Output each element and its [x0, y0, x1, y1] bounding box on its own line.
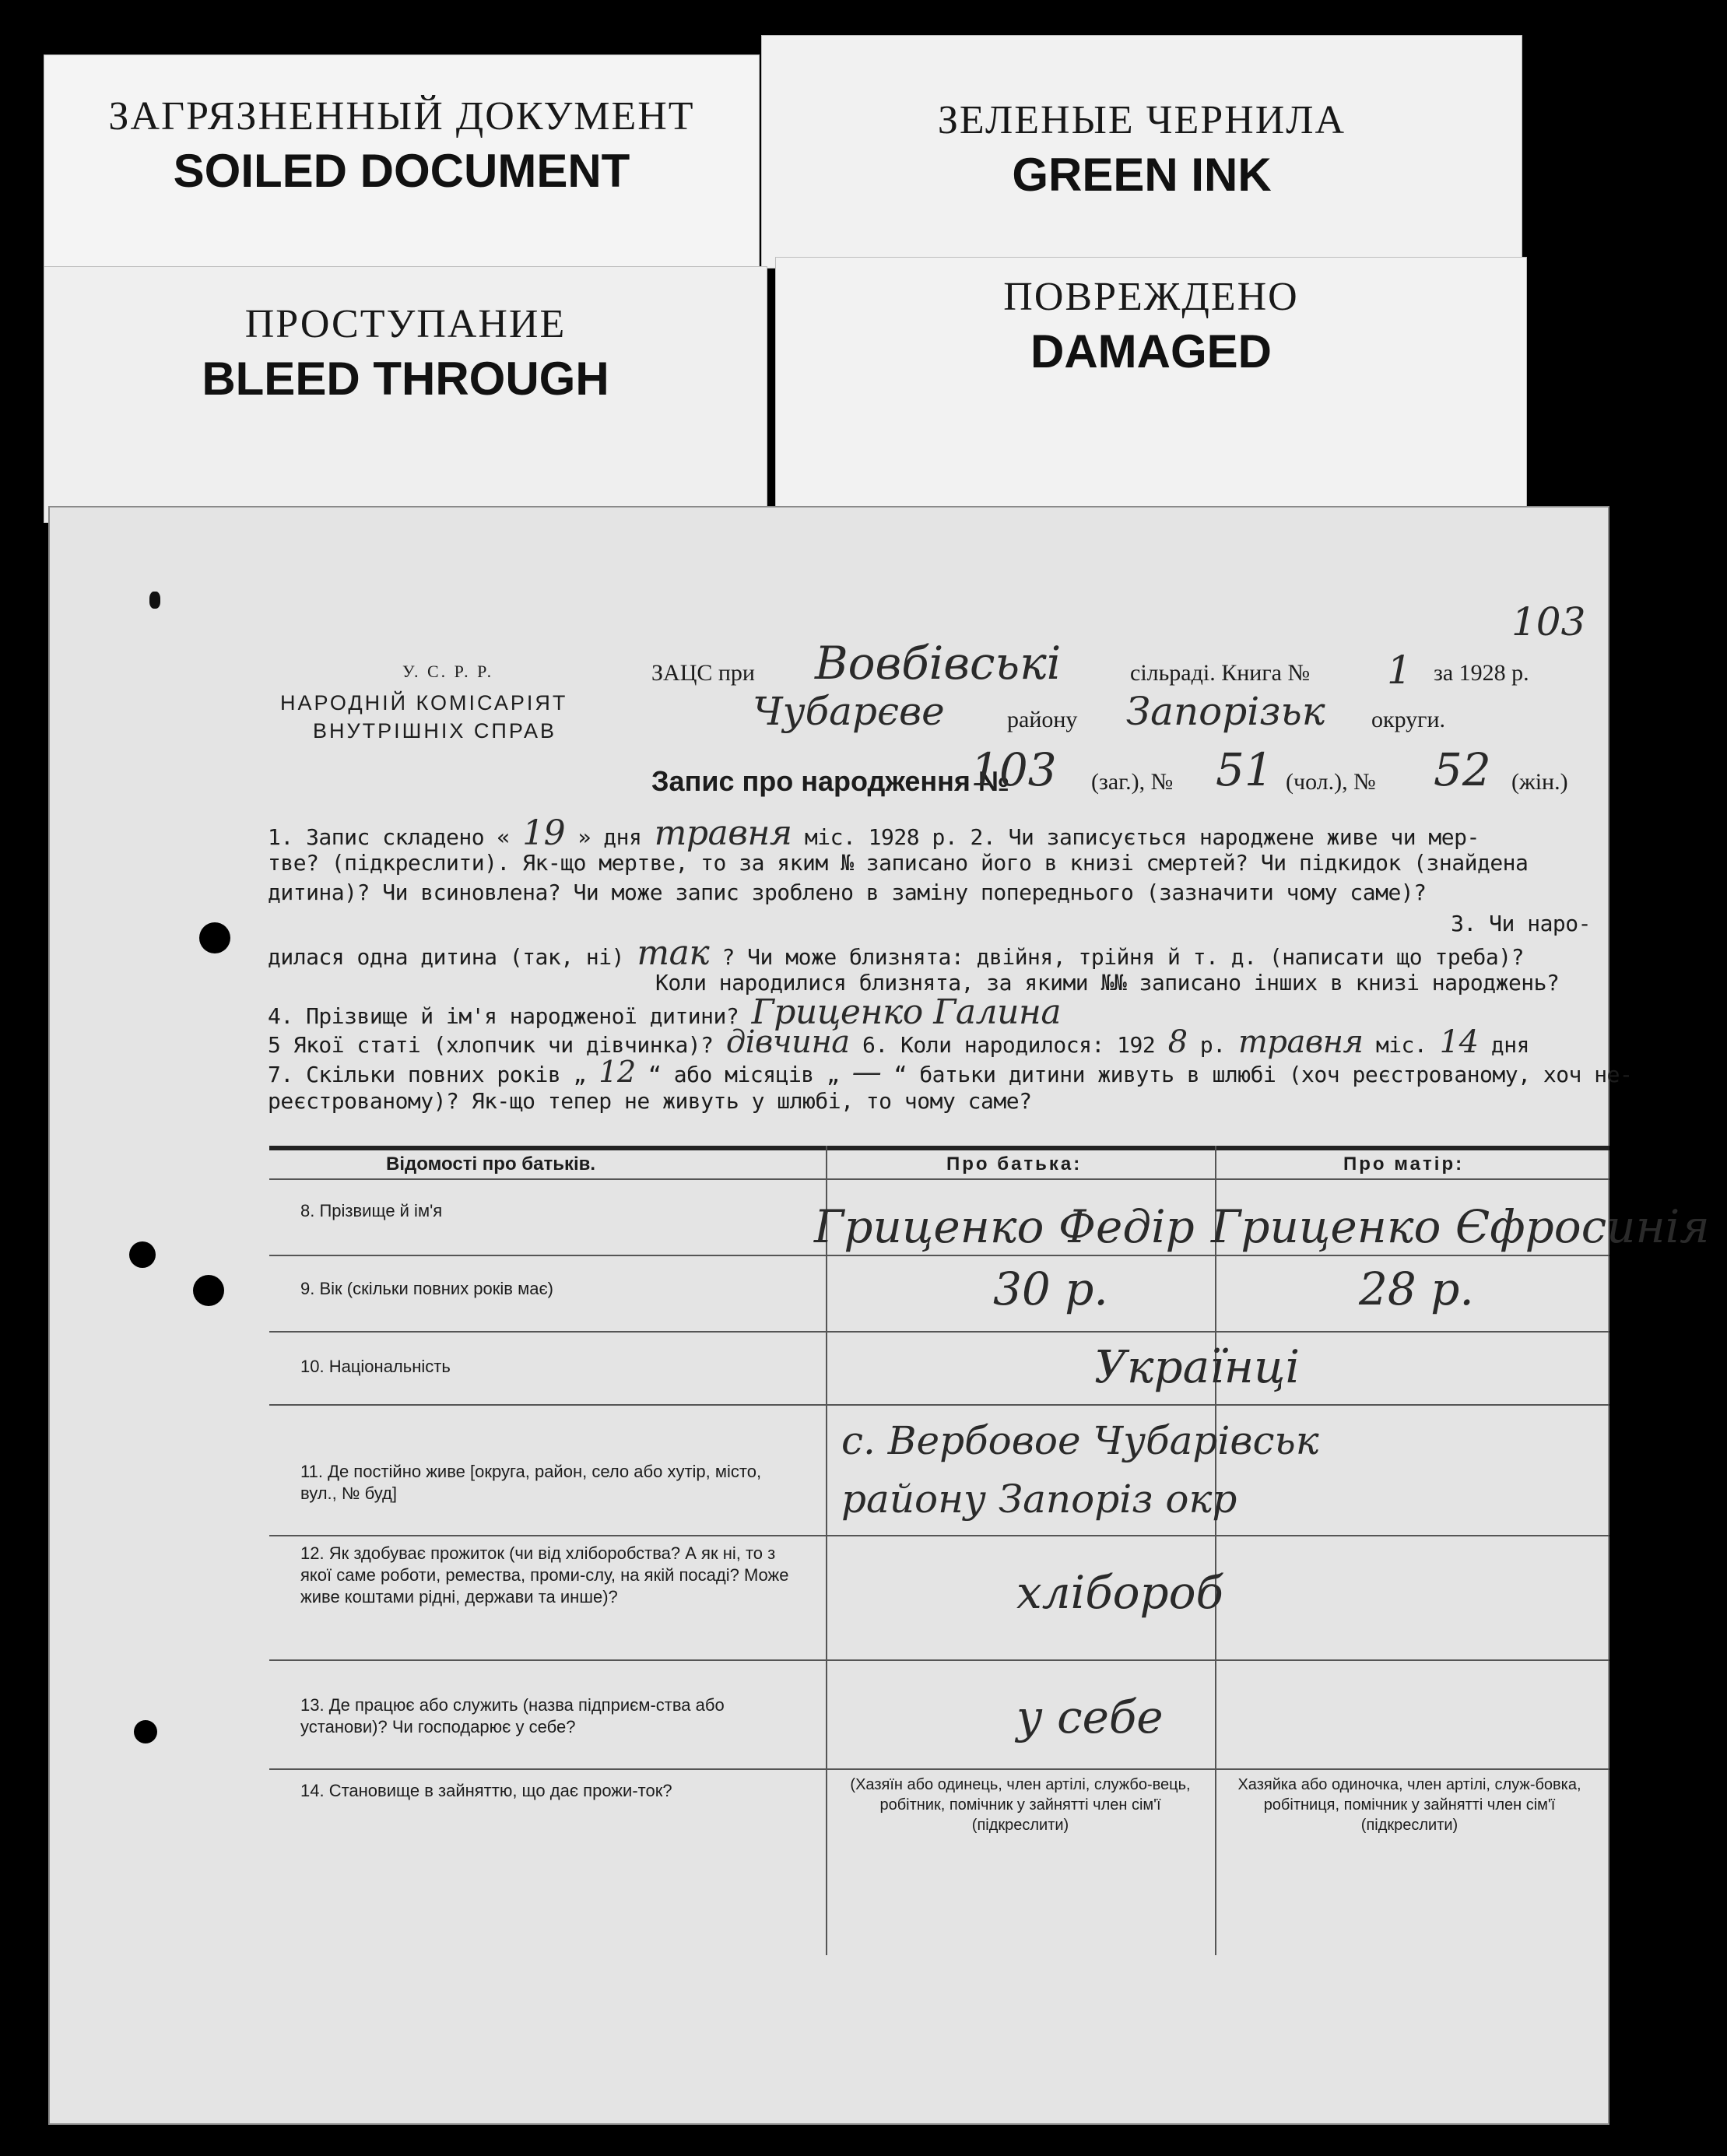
slip-en-text: BLEED THROUGH — [202, 353, 609, 405]
table-rule — [269, 1659, 1609, 1661]
raion-handwritten: Чубарєве — [753, 689, 945, 734]
q5-text: 5 Якої статі (хлопчик чи дівчинка)? — [268, 1032, 714, 1058]
internal-affairs-label: ВНУТРІШНІХ СПРАВ — [313, 719, 557, 743]
punch-hole — [129, 1241, 156, 1268]
q6-text-a: 6. Коли народилося: 192 — [862, 1032, 1156, 1058]
workplace-handwritten: у себе — [1016, 1691, 1164, 1743]
punch-hole — [134, 1720, 157, 1743]
year-label: за 1928 р. — [1434, 660, 1529, 686]
male-number-handwritten: 51 — [1216, 743, 1273, 796]
table-rule — [269, 1768, 1609, 1770]
row-label-occupation-status: 14. Становище в зайняттю, що дає прожи-ток? — [300, 1781, 672, 1800]
commissariat-label: НАРОДНІЙ КОМІСАРІЯТ — [280, 691, 568, 715]
table-rule — [269, 1331, 1609, 1333]
table-top-rule — [269, 1146, 1609, 1150]
question-7-line — [268, 1055, 1633, 1090]
slip-en-text: SOILED DOCUMENT — [173, 145, 630, 197]
q1-text-b: » дня — [577, 824, 642, 850]
q7-text-b: “ або місяців „ — [648, 1062, 840, 1087]
parents-table — [269, 1146, 1710, 1955]
mother-name-handwritten: Гриценко Єфросинія — [1211, 1200, 1710, 1253]
slip-ru-text: ЗЕЛЕНЫЕ ЧЕРНИЛА — [937, 98, 1346, 142]
okruha-label: округи. — [1371, 707, 1446, 732]
q6-text-b: р. — [1199, 1032, 1226, 1058]
slip-en-text: GREEN INK — [1012, 149, 1272, 201]
header-father: Про батька: — [946, 1153, 1083, 1175]
female-number-handwritten: 52 — [1434, 743, 1491, 796]
chol-label: (чол.), № — [1286, 769, 1376, 795]
notice-soiled-document — [44, 54, 760, 288]
residence-line2-handwritten: району Запоріз окр — [841, 1477, 1237, 1522]
village-handwritten: Вовбівські — [815, 637, 1062, 690]
question-twins-line: Коли народилися близнята, за якими №№ записано інших в книзі народжень? — [655, 970, 1560, 995]
years-married-handwritten: 12 — [598, 1055, 636, 1089]
zag-label: (заг.), № — [1091, 769, 1174, 795]
table-rule — [269, 1178, 1609, 1180]
question-5-6-line — [268, 1024, 1606, 1060]
question-3-line — [268, 933, 1606, 973]
slip-ru-text: ЗАГРЯЗНЕННЫЙ ДОКУМЕНТ — [108, 94, 695, 139]
silradi-label: сільраді. Книга № — [1130, 660, 1311, 686]
record-number-handwritten: 103 — [971, 743, 1057, 796]
row-label-name: 8. Прізвище й ім'я — [300, 1201, 443, 1220]
q3-text-a: дилася одна дитина (так, ні) — [268, 944, 625, 970]
livelihood-handwritten: хлібороб — [1016, 1566, 1223, 1619]
slip-ru-text: ПОВРЕЖДЕНО — [1003, 275, 1299, 319]
father-status-options: (Хазяїн або одинець, член артілі, службо-вець, робітник, помічник у зайнятті член сім'ї (підкреслити) — [850, 1776, 1191, 1834]
record-title: Запис про народження № — [651, 765, 1010, 797]
question-4-line — [268, 992, 1606, 1032]
q6-text-c: міс. — [1375, 1032, 1427, 1058]
okruha-handwritten: Запорізьк — [1126, 689, 1325, 734]
months-married-handwritten: — — [851, 1055, 882, 1089]
birth-record-form — [48, 506, 1710, 2125]
row-label-nationality: 10. Національність — [300, 1357, 451, 1376]
row-label-residence: 11. Де постійно живе [округа, район, село або хутір, місто, вул., № буд] — [300, 1462, 762, 1503]
nationality-handwritten: Українці — [1094, 1340, 1301, 1393]
table-rule — [269, 1255, 1609, 1256]
table-column-rule — [1215, 1146, 1216, 1955]
question-7-cont-line: реєстрованому)? Як-що тепер не живуть у шлюбі, то чому саме? — [268, 1088, 1032, 1114]
father-name-handwritten: Гриценко Федір — [814, 1200, 1195, 1253]
q1-text-c: міс. 1928 р. 2. Чи записується народжене живе чи мер- — [804, 824, 1480, 850]
notice-green-ink — [761, 35, 1522, 269]
father-age-handwritten: 30 р. — [993, 1262, 1108, 1315]
zhin-label: (жін.) — [1511, 769, 1568, 795]
mother-status-options: Хазяйка або одиночка, член артілі, служ-бовка, робітниця, помічник у зайнятті член сім'ї (підкреслити) — [1237, 1776, 1581, 1834]
notice-damaged — [775, 257, 1527, 514]
slip-en-text: DAMAGED — [1030, 325, 1272, 377]
question-2-cont-line: дитина)? Чи всиновлена? Чи може запис зроблено в заміну попереднього (зазначити чому саме)? — [268, 880, 1427, 905]
ussr-label: У. С. Р. Р. — [402, 662, 494, 681]
q1-text-a: 1. Запис складено « — [268, 824, 510, 850]
zags-label: ЗАЦС при — [651, 660, 755, 686]
birth-year-handwritten: 8 — [1167, 1024, 1188, 1060]
single-child-handwritten: так — [637, 933, 710, 973]
q4-text: 4. Прізвище й ім'я народженої дитини? — [268, 1003, 739, 1029]
question-1-line — [268, 813, 1606, 853]
row-label-workplace: 13. Де працює або служить (назва підприєм-ства або установи)? Чи господарює у себе? — [300, 1695, 725, 1736]
table-rule — [269, 1535, 1609, 1536]
raion-label: району — [1007, 707, 1078, 732]
mother-age-handwritten: 28 р. — [1359, 1262, 1474, 1315]
question-2-line: тве? (підкреслити). Як-що мертве, то за яким № записано його в книзі смертей? Чи підкидок (знайдена — [268, 850, 1529, 876]
notice-bleed-through — [44, 266, 767, 523]
q3-text-b: ? Чи може близнята: двійня, трійня й т. д. (написати що треба)? — [721, 944, 1524, 970]
book-number-handwritten: 1 — [1387, 648, 1412, 693]
birth-day-handwritten: 14 — [1439, 1024, 1479, 1060]
punch-hole — [199, 922, 230, 953]
residence-line1-handwritten: с. Вербовое Чубарівськ — [841, 1418, 1319, 1463]
child-sex-handwritten: дівчина — [725, 1024, 850, 1060]
q7-text-a: 7. Скільки повних років „ — [268, 1062, 586, 1087]
row-label-age: 9. Вік (скільки повних років має) — [300, 1279, 554, 1298]
birth-month-handwritten: травня — [1237, 1024, 1364, 1060]
record-month-handwritten: травня — [654, 813, 792, 853]
question-3-start: 3. Чи наро- — [1451, 911, 1591, 936]
table-column-rule — [826, 1146, 827, 1955]
q6-text-d: дня — [1490, 1032, 1529, 1058]
q7-text-c: “ батьки дитини живуть в шлюбі (хоч реєстрованому, хоч не- — [893, 1062, 1633, 1087]
table-rule — [269, 1404, 1609, 1406]
row-label-livelihood: 12. Як здобуває прожиток (чи від хліборобства? А як ні, то з якої саме роботи, ремества, проми-слу, на якій посаді? Може живе коштами рідні, держави та инше)? — [300, 1543, 789, 1606]
child-name-handwritten: Гриценко Галина — [751, 992, 1062, 1032]
pin-mark — [149, 592, 160, 609]
slip-ru-text: ПРОСТУПАНИЕ — [244, 302, 567, 346]
page-number: 103 — [1511, 599, 1586, 644]
record-day-handwritten: 19 — [522, 813, 566, 853]
header-parents-info: Відомості про батьків. — [386, 1153, 596, 1175]
header-mother: Про матір: — [1343, 1153, 1465, 1175]
punch-hole — [193, 1275, 224, 1306]
